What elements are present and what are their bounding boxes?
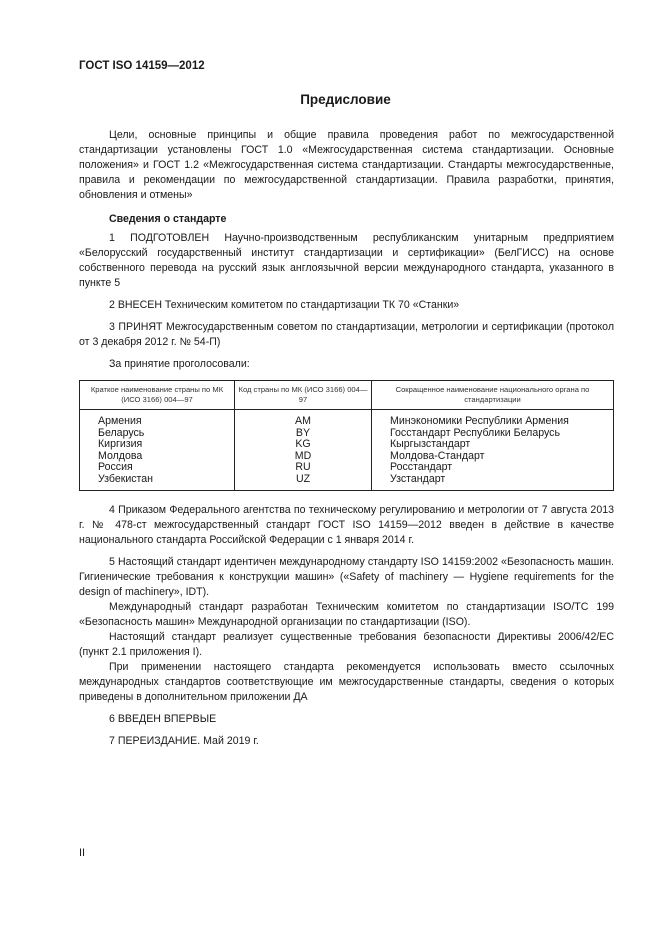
intro-paragraph: Цели, основные принципы и общие правила проведения работ по межгосударственной стандартизации установлены ГОСТ 1.0 «Межгосударственная система стандартизации. Основные положения» и ГОСТ 1.2 «Межгосударственная система стандартизации. Стандарты межгосударственные, правила и рекомендации по межгосударственной стандартизации. Правила разработки, принятия, обновления и отмены» xyxy=(79,129,614,201)
col-header-country: Краткое наименование страны по МК (ИСО 3166) 004—97 xyxy=(80,381,235,410)
item-2: 2 ВНЕСЕН Техническим комитетом по стандартизации ТК 70 «Станки» xyxy=(109,299,460,311)
page-title: Предисловие xyxy=(300,92,391,107)
item-6: 6 ВВЕДЕН ВПЕРВЫЕ xyxy=(109,713,217,725)
cell-authority: Узстандарт xyxy=(372,474,614,491)
section-subheading: Сведения о стандарте xyxy=(109,213,227,225)
page-number: II xyxy=(79,847,86,859)
table-row xyxy=(80,439,614,451)
cell-country: Киргизия xyxy=(80,439,235,451)
item-7: 7 ПЕРЕИЗДАНИЕ. Май 2019 г. xyxy=(109,735,259,747)
cell-country: Молдова xyxy=(80,451,235,463)
cell-code: RU xyxy=(235,462,372,474)
cell-authority: Кыргызстандарт xyxy=(372,439,614,451)
voting-table xyxy=(79,380,614,491)
cell-code: AM xyxy=(235,410,372,428)
cell-code: BY xyxy=(235,428,372,440)
cell-code: UZ xyxy=(235,474,372,491)
cell-country: Россия xyxy=(80,462,235,474)
document-code: ГОСТ ISO 14159—2012 xyxy=(79,60,205,72)
table-row xyxy=(80,462,614,474)
cell-authority: Молдова-Стандарт xyxy=(372,451,614,463)
item-5-tc: Международный стандарт разработан Техническим комитетом по стандартизации ISO/TC 199 «Безопасность машин» Международной организации по стандартизации (ISO). xyxy=(79,601,614,628)
cell-code: KG xyxy=(235,439,372,451)
table-row xyxy=(80,474,614,491)
cell-authority: Госстандарт Республики Беларусь xyxy=(372,428,614,440)
table-row xyxy=(80,428,614,440)
cell-country: Беларусь xyxy=(80,428,235,440)
cell-authority: Росстандарт xyxy=(372,462,614,474)
table-header-row xyxy=(80,381,614,410)
table-row xyxy=(80,451,614,463)
cell-country: Узбекистан xyxy=(80,474,235,491)
item-5: 5 Настоящий стандарт идентичен международному стандарту ISO 14159:2002 «Безопасность машин. Гигиенические требования к конструкции машин» («Safety of machinery — Hygiene requirements for the design of machinery», IDT). xyxy=(79,556,614,598)
cell-authority: Минэкономики Республики Армения xyxy=(372,410,614,428)
item-5-references: При применении настоящего стандарта рекомендуется использовать вместо ссылочных международных стандартов соответствующие им межгосударственные стандарты, сведения о которых приведены в дополнительном приложении ДА xyxy=(79,661,614,703)
cell-code: MD xyxy=(235,451,372,463)
col-header-code: Код страны по МК (ИСО 3166) 004—97 xyxy=(235,381,372,410)
item-1: 1 ПОДГОТОВЛЕН Научно-производственным республиканским унитарным предприятием «Белорусский государственный институт стандартизации и сертификации» (БелГИСС) на основе собственного перевода на русский язык англоязычной версии международного стандарта, указанного в пункте 5 xyxy=(79,232,614,289)
cell-country: Армения xyxy=(80,410,235,428)
item-3: 3 ПРИНЯТ Межгосударственным советом по стандартизации, метрологии и сертификации (протокол от 3 декабря 2012 г. № 54-П) xyxy=(79,321,614,348)
table-row xyxy=(80,410,614,428)
item-5-directive: Настоящий стандарт реализует существенные требования безопасности Директивы 2006/42/EC (пункт 2.1 приложения I). xyxy=(79,631,614,658)
item-4: 4 Приказом Федерального агентства по техническому регулированию и метрологии от 7 августа 2013 г. № 478-ст межгосударственный стандарт ГОСТ ISO 14159—2012 введен в действие в качестве национального стандарта Российской Федерации с 1 января 2014 г. xyxy=(79,504,614,546)
col-header-authority: Сокращенное наименование национального органа по стандартизации xyxy=(372,381,614,410)
vote-caption: За принятие проголосовали: xyxy=(109,358,250,370)
foreword-body xyxy=(79,128,614,749)
